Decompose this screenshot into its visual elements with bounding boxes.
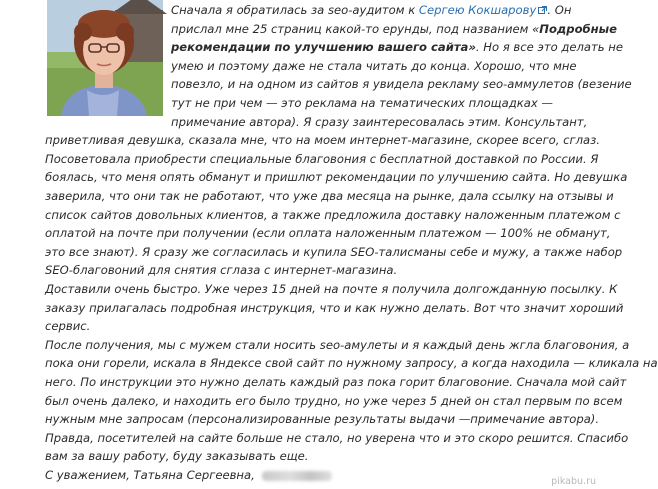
text-segment: примечание автора). Я сразу заинтересовалась этим. Консультант,	[171, 114, 588, 129]
text-line	[171, 57, 577, 75]
text-segment: вам за вашу работу, буду заказывать еще.	[45, 449, 309, 464]
text-segment: прислал мне 25 страниц какой-то ерунды, под названием «	[171, 21, 540, 36]
text-segment: был очень далеко, и находить его было трудно, но уже через 5 дней он стал первым по всем	[45, 393, 623, 408]
text-segment: . Но я все это делать не	[475, 40, 624, 55]
text-line	[45, 150, 598, 168]
redacted-link	[262, 471, 332, 481]
text-line	[45, 336, 629, 354]
text-segment: это все знают). Я сразу же согласилась и купила SEO-талисманы себе и мужу, а также набор	[45, 244, 623, 259]
text-line	[45, 224, 610, 242]
text-line	[171, 1, 571, 19]
text-segment: список сайтов довольных клиентов, а также предложила доставку наложенным платежом с	[45, 207, 621, 222]
text-segment: С уважением, Татьяна Сергеевна,	[45, 468, 259, 482]
text-segment: . Он	[547, 3, 572, 17]
text-line	[45, 280, 617, 298]
text-line	[45, 392, 622, 410]
text-segment: Сначала я обратилась за seo-аудитом к	[171, 3, 419, 17]
text-segment: боялась, что меня опять обманут и пришлют рекомендации по улучшению сайта. Но девушка	[45, 170, 628, 185]
text-segment: Подробные	[539, 21, 617, 36]
text-line	[45, 168, 627, 186]
text-segment: рекомендации по улучшению вашего сайта»	[171, 40, 476, 55]
text-segment: заказу прилагалась подробная инструкция, что и как нужно делать. Вот что значит хороший	[45, 300, 624, 315]
text-segment: Посоветовала приобрести специальные благовония с бесплатной доставкой по России. Я	[45, 151, 599, 166]
text-line	[45, 429, 628, 447]
text-segment: умею и поэтому даже не стала читать до конца. Хорошо, что мне	[171, 58, 577, 73]
text-segment: После получения, мы с мужем стали носить seo-амулеты и я каждый день жгла благовония, а	[45, 337, 630, 352]
text-segment: тут не при чем — это реклама на тематических площадках —	[171, 96, 553, 110]
text-line	[171, 38, 623, 56]
text-segment: пока они горели, искала в Яндексе свой сайт по нужному запросу, а когда находила — кликала на	[45, 356, 658, 371]
text-segment: Доставили очень быстро. Уже через 15 дней на почте я получила долгожданную посылку. К	[45, 282, 618, 296]
text-line	[45, 410, 599, 428]
text-segment: заверила, что они так не работают, что уже два месяца на рынке, дала ссылку на отзывы и	[45, 189, 614, 203]
text-segment: повезло, и на одном из сайтов я увидела рекламу seo-аммулетов (везение	[171, 77, 632, 92]
text-line	[45, 243, 622, 261]
external-link-icon[interactable]	[538, 2, 547, 11]
text-segment: нужным мне запросам (персонализированные результаты выдачи —примечание автора).	[45, 412, 600, 427]
text-segment: SEO-благовоний для снятия сглаза с интернет-магазина.	[45, 263, 398, 278]
text-segment: приветливая девушка, сказала мне, что на моем интернет-магазине, скорее всего, сглаз.	[45, 133, 600, 148]
text-line	[45, 206, 621, 224]
text-line	[171, 113, 587, 131]
text-segment: сервис.	[45, 319, 91, 334]
text-line	[45, 131, 600, 149]
text-line	[45, 187, 614, 205]
text-segment: него. По инструкции это нужно делать каждый раз пока горит благовоние. Сначала мой сайт	[45, 375, 627, 389]
text-line	[45, 354, 658, 372]
watermark: pikabu.ru	[551, 476, 596, 487]
author-photo	[47, 0, 163, 116]
text-line	[45, 466, 332, 484]
text-line	[45, 261, 397, 279]
text-segment: оплатой на почте при получении (если оплата наложенным платежом — 100% не обманут,	[45, 226, 611, 241]
text-line	[45, 317, 90, 335]
text-line	[45, 299, 623, 317]
author-link[interactable]: Сергею Кокшарову	[418, 3, 537, 17]
text-segment: Правда, посетителей на сайте больше не стало, но уверена что и это скоро решится. Спасибо	[45, 430, 629, 445]
text-line	[171, 75, 632, 93]
text-line	[45, 373, 626, 391]
text-line	[45, 447, 308, 465]
text-line	[171, 94, 553, 112]
text-line	[171, 20, 617, 38]
